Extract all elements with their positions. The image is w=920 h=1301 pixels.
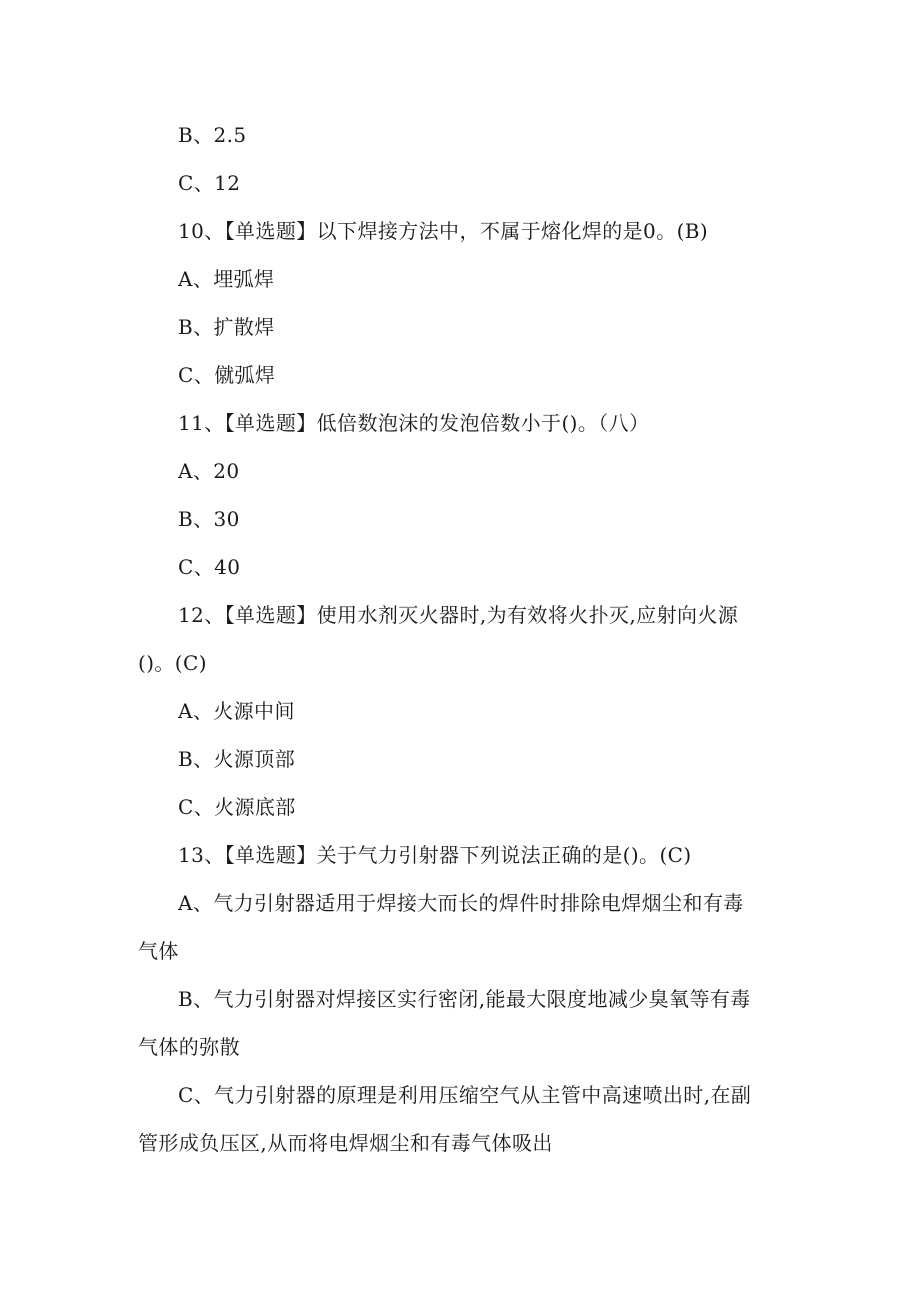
option-11a: A、20: [178, 459, 240, 483]
option-13a-continuation: 气体: [138, 939, 179, 963]
option-13b-continuation: 气体的弥散: [138, 1035, 240, 1059]
question-12-continuation: ()。(C): [138, 651, 207, 675]
option-11c: C、40: [178, 555, 241, 579]
option-12b: B、火源顶部: [178, 747, 296, 771]
option-12c: C、火源底部: [178, 795, 296, 819]
option-13b: B、气力引射器对焊接区实行密闭,能最大限度地减少臭氧等有毒: [178, 987, 751, 1011]
question-13: 13、【单选题】关于气力引射器下列说法正确的是()。(C): [178, 843, 692, 867]
question-11: 11、【单选题】低倍数泡沫的发泡倍数小于()。（八）: [178, 411, 650, 435]
question-12: 12、【单选题】使用水剂灭火器时,为有效将火扑灭,应射向火源: [178, 603, 739, 627]
option-12a: A、火源中间: [178, 699, 295, 723]
option-13a: A、气力引射器适用于焊接大而长的焊件时排除电焊烟尘和有毒: [178, 891, 744, 915]
question-10: 10、【单选题】以下焊接方法中，不属于熔化焊的是0。(B): [178, 219, 709, 243]
option-9b: B、2.5: [178, 123, 247, 147]
option-10c: C、僦弧焊: [178, 363, 276, 387]
option-10a: A、埋弧焊: [178, 267, 275, 291]
option-11b: B、30: [178, 507, 240, 531]
option-13c-continuation: 管形成负压区,从而将电焊烟尘和有毒气体吸出: [138, 1131, 553, 1155]
option-13c: C、气力引射器的原理是利用压缩空气从主管中高速喷出时,在副: [178, 1083, 752, 1107]
option-10b: B、扩散焊: [178, 315, 275, 339]
option-9c: C、12: [178, 171, 241, 195]
